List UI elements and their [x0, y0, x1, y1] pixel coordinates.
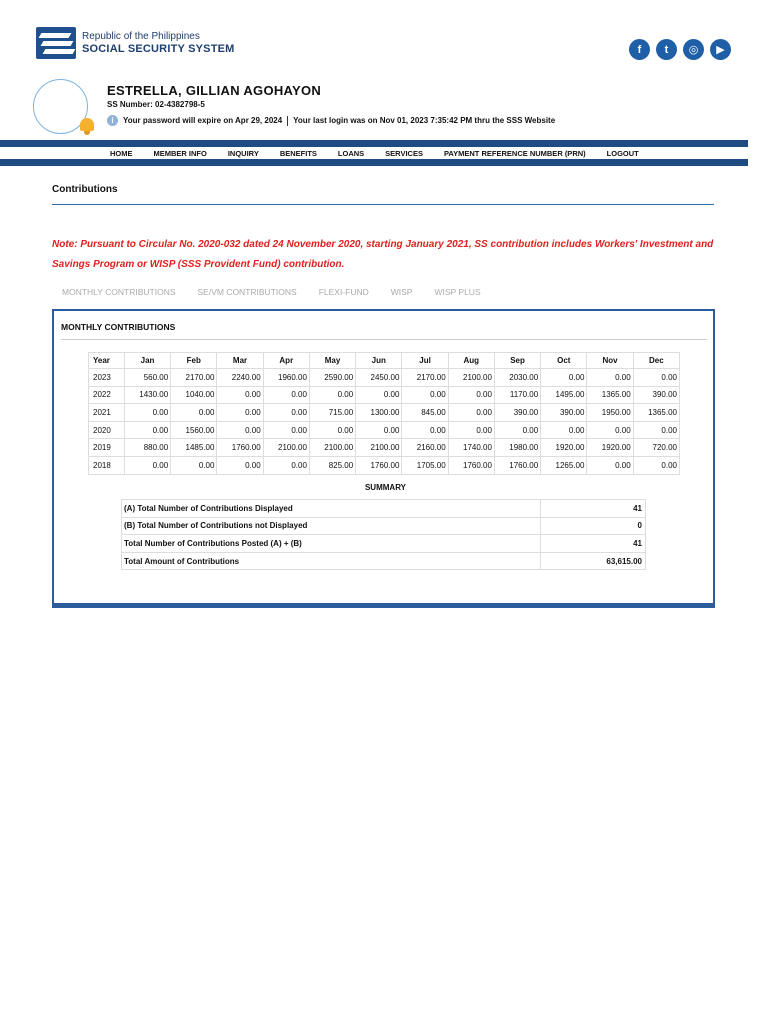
amount-cell: 1740.00	[448, 439, 494, 457]
amount-cell: 0.00	[633, 369, 679, 387]
amount-cell: 1040.00	[171, 386, 217, 404]
amount-cell: 0.00	[494, 421, 540, 439]
amount-cell: 845.00	[402, 404, 448, 422]
last-login-text: Your last login was on Nov 01, 2023 7:35:42 PM thru the SSS Website	[293, 116, 556, 125]
amount-cell: 720.00	[633, 439, 679, 457]
amount-cell: 0.00	[402, 421, 448, 439]
amount-cell: 0.00	[263, 386, 309, 404]
amount-cell: 2100.00	[448, 369, 494, 387]
amount-cell: 0.00	[587, 369, 633, 387]
amount-cell: 0.00	[356, 421, 402, 439]
panel-title: MONTHLY CONTRIBUTIONS	[61, 322, 176, 332]
nav-benefits[interactable]: BENEFITS	[279, 148, 317, 158]
page-title: Contributions	[52, 184, 118, 195]
amount-cell: 715.00	[309, 404, 355, 422]
amount-cell: 0.00	[263, 404, 309, 422]
title-divider	[52, 204, 714, 205]
amount-cell: 2590.00	[309, 369, 355, 387]
password-expiry-text: Your password will expire on Apr 29, 2024	[123, 116, 283, 125]
column-header: Oct	[541, 353, 587, 369]
amount-cell: 2100.00	[263, 439, 309, 457]
amount-cell: 2170.00	[402, 369, 448, 387]
table-header-row	[89, 353, 680, 369]
amount-cell: 1760.00	[448, 456, 494, 474]
column-header: Apr	[263, 353, 309, 369]
column-header: Nov	[587, 353, 633, 369]
monthly-contributions-panel	[52, 309, 715, 608]
table-row	[89, 456, 680, 474]
amount-cell: 1950.00	[587, 404, 633, 422]
year-cell: 2019	[89, 439, 125, 457]
amount-cell: 1485.00	[171, 439, 217, 457]
amount-cell: 1430.00	[124, 386, 170, 404]
table-row	[89, 439, 680, 457]
amount-cell: 825.00	[309, 456, 355, 474]
facebook-icon[interactable]: f	[629, 39, 650, 60]
amount-cell: 2170.00	[171, 369, 217, 387]
amount-cell: 0.00	[124, 404, 170, 422]
column-header: Sep	[494, 353, 540, 369]
info-icon: i	[107, 115, 118, 126]
amount-cell: 1365.00	[633, 404, 679, 422]
column-header: Jul	[402, 353, 448, 369]
summary-label: Total Number of Contributions Posted (A) + (B)	[122, 535, 541, 553]
column-header: Jan	[124, 353, 170, 369]
amount-cell: 880.00	[124, 439, 170, 457]
amount-cell: 0.00	[263, 456, 309, 474]
summary-title: SUMMARY	[364, 483, 407, 492]
amount-cell: 2030.00	[494, 369, 540, 387]
summary-table	[121, 499, 646, 570]
column-header: Mar	[217, 353, 263, 369]
amount-cell: 1265.00	[541, 456, 587, 474]
table-row	[122, 535, 646, 553]
amount-cell: 1705.00	[402, 456, 448, 474]
circular-note: Note: Pursuant to Circular No. 2020-032 dated 24 November 2020, starting January 2021, SS contribution includes Workers' Investment and Savings Program or WISP (SSS Provident Fund) contribution.	[52, 239, 714, 270]
logo-subtitle: Republic of the Philippines	[82, 30, 200, 42]
column-header: Aug	[448, 353, 494, 369]
table-row	[89, 369, 680, 387]
logo-title: SOCIAL SECURITY SYSTEM	[82, 42, 235, 55]
amount-cell: 1760.00	[217, 439, 263, 457]
amount-cell: 1960.00	[263, 369, 309, 387]
member-name: ESTRELLA, GILLIAN AGOHAYON	[107, 83, 322, 98]
column-header: Feb	[171, 353, 217, 369]
year-cell: 2022	[89, 386, 125, 404]
summary-value: 0	[541, 517, 646, 535]
social-links	[629, 39, 731, 60]
instagram-icon[interactable]: ◎	[683, 39, 704, 60]
bell-icon[interactable]	[77, 116, 97, 136]
amount-cell: 2450.00	[356, 369, 402, 387]
amount-cell: 0.00	[448, 386, 494, 404]
tab-wisp[interactable]: WISP	[390, 287, 413, 297]
amount-cell: 560.00	[124, 369, 170, 387]
sss-logo[interactable]	[36, 27, 235, 59]
tab-monthly-contributions[interactable]: MONTHLY CONTRIBUTIONS	[62, 287, 176, 297]
panel-divider	[61, 339, 707, 340]
divider	[287, 116, 288, 126]
amount-cell: 390.00	[541, 404, 587, 422]
amount-cell: 0.00	[217, 386, 263, 404]
amount-cell: 1760.00	[494, 456, 540, 474]
summary-label: Total Amount of Contributions	[122, 552, 541, 570]
tab-flexi-fund[interactable]: FLEXI-FUND	[318, 287, 369, 297]
amount-cell: 1170.00	[494, 386, 540, 404]
column-header: Year	[89, 353, 125, 369]
amount-cell: 1980.00	[494, 439, 540, 457]
amount-cell: 0.00	[171, 404, 217, 422]
amount-cell: 2160.00	[402, 439, 448, 457]
nav-logout[interactable]: LOGOUT	[606, 148, 639, 158]
amount-cell: 1365.00	[587, 386, 633, 404]
amount-cell: 0.00	[124, 421, 170, 439]
sss-logo-icon	[36, 27, 76, 59]
table-row	[89, 404, 680, 422]
table-row	[122, 517, 646, 535]
amount-cell: 0.00	[541, 421, 587, 439]
amount-cell: 0.00	[309, 386, 355, 404]
amount-cell: 0.00	[217, 456, 263, 474]
year-cell: 2020	[89, 421, 125, 439]
nav-home[interactable]: HOME	[110, 148, 133, 158]
amount-cell: 1760.00	[356, 456, 402, 474]
amount-cell: 0.00	[217, 404, 263, 422]
amount-cell: 0.00	[633, 421, 679, 439]
twitter-icon[interactable]: t	[656, 39, 677, 60]
table-row	[89, 386, 680, 404]
amount-cell: 1560.00	[171, 421, 217, 439]
summary-label: (B) Total Number of Contributions not Displayed	[122, 517, 541, 535]
nav-prn[interactable]: PAYMENT REFERENCE NUMBER (PRN)	[443, 148, 586, 158]
amount-cell: 0.00	[633, 456, 679, 474]
login-info	[107, 115, 555, 126]
table-row	[89, 421, 680, 439]
nav-services[interactable]: SERVICES	[385, 148, 423, 158]
nav-loans[interactable]: LOANS	[337, 148, 365, 158]
main-nav	[0, 140, 748, 166]
table-row	[122, 552, 646, 570]
amount-cell: 0.00	[217, 421, 263, 439]
amount-cell: 0.00	[356, 386, 402, 404]
year-cell: 2023	[89, 369, 125, 387]
amount-cell: 0.00	[587, 456, 633, 474]
column-header: Dec	[633, 353, 679, 369]
summary-value: 41	[541, 535, 646, 553]
year-cell: 2018	[89, 456, 125, 474]
tab-wisp-plus[interactable]: WISP PLUS	[434, 287, 481, 297]
amount-cell: 2100.00	[356, 439, 402, 457]
column-header: May	[309, 353, 355, 369]
amount-cell: 0.00	[587, 421, 633, 439]
amount-cell: 0.00	[541, 369, 587, 387]
amount-cell: 2240.00	[217, 369, 263, 387]
tab-sevm-contributions[interactable]: SE/VM CONTRIBUTIONS	[197, 287, 297, 297]
amount-cell: 0.00	[402, 386, 448, 404]
amount-cell: 0.00	[448, 421, 494, 439]
contribution-tabs	[62, 287, 503, 297]
summary-value: 63,615.00	[541, 552, 646, 570]
amount-cell: 1920.00	[541, 439, 587, 457]
summary-label: (A) Total Number of Contributions Displayed	[122, 500, 541, 518]
amount-cell: 0.00	[124, 456, 170, 474]
nav-member-info[interactable]: MEMBER INFO	[153, 148, 207, 158]
youtube-icon[interactable]: ▶	[710, 39, 731, 60]
amount-cell: 0.00	[448, 404, 494, 422]
year-cell: 2021	[89, 404, 125, 422]
amount-cell: 390.00	[494, 404, 540, 422]
ss-number: SS Number: 02-4382798-5	[107, 100, 205, 109]
contributions-table	[88, 352, 680, 475]
amount-cell: 390.00	[633, 386, 679, 404]
table-row	[122, 500, 646, 518]
amount-cell: 1920.00	[587, 439, 633, 457]
amount-cell: 1300.00	[356, 404, 402, 422]
amount-cell: 0.00	[309, 421, 355, 439]
amount-cell: 2100.00	[309, 439, 355, 457]
summary-value: 41	[541, 500, 646, 518]
amount-cell: 0.00	[263, 421, 309, 439]
column-header: Jun	[356, 353, 402, 369]
nav-inquiry[interactable]: INQUIRY	[227, 148, 259, 158]
amount-cell: 1495.00	[541, 386, 587, 404]
amount-cell: 0.00	[171, 456, 217, 474]
